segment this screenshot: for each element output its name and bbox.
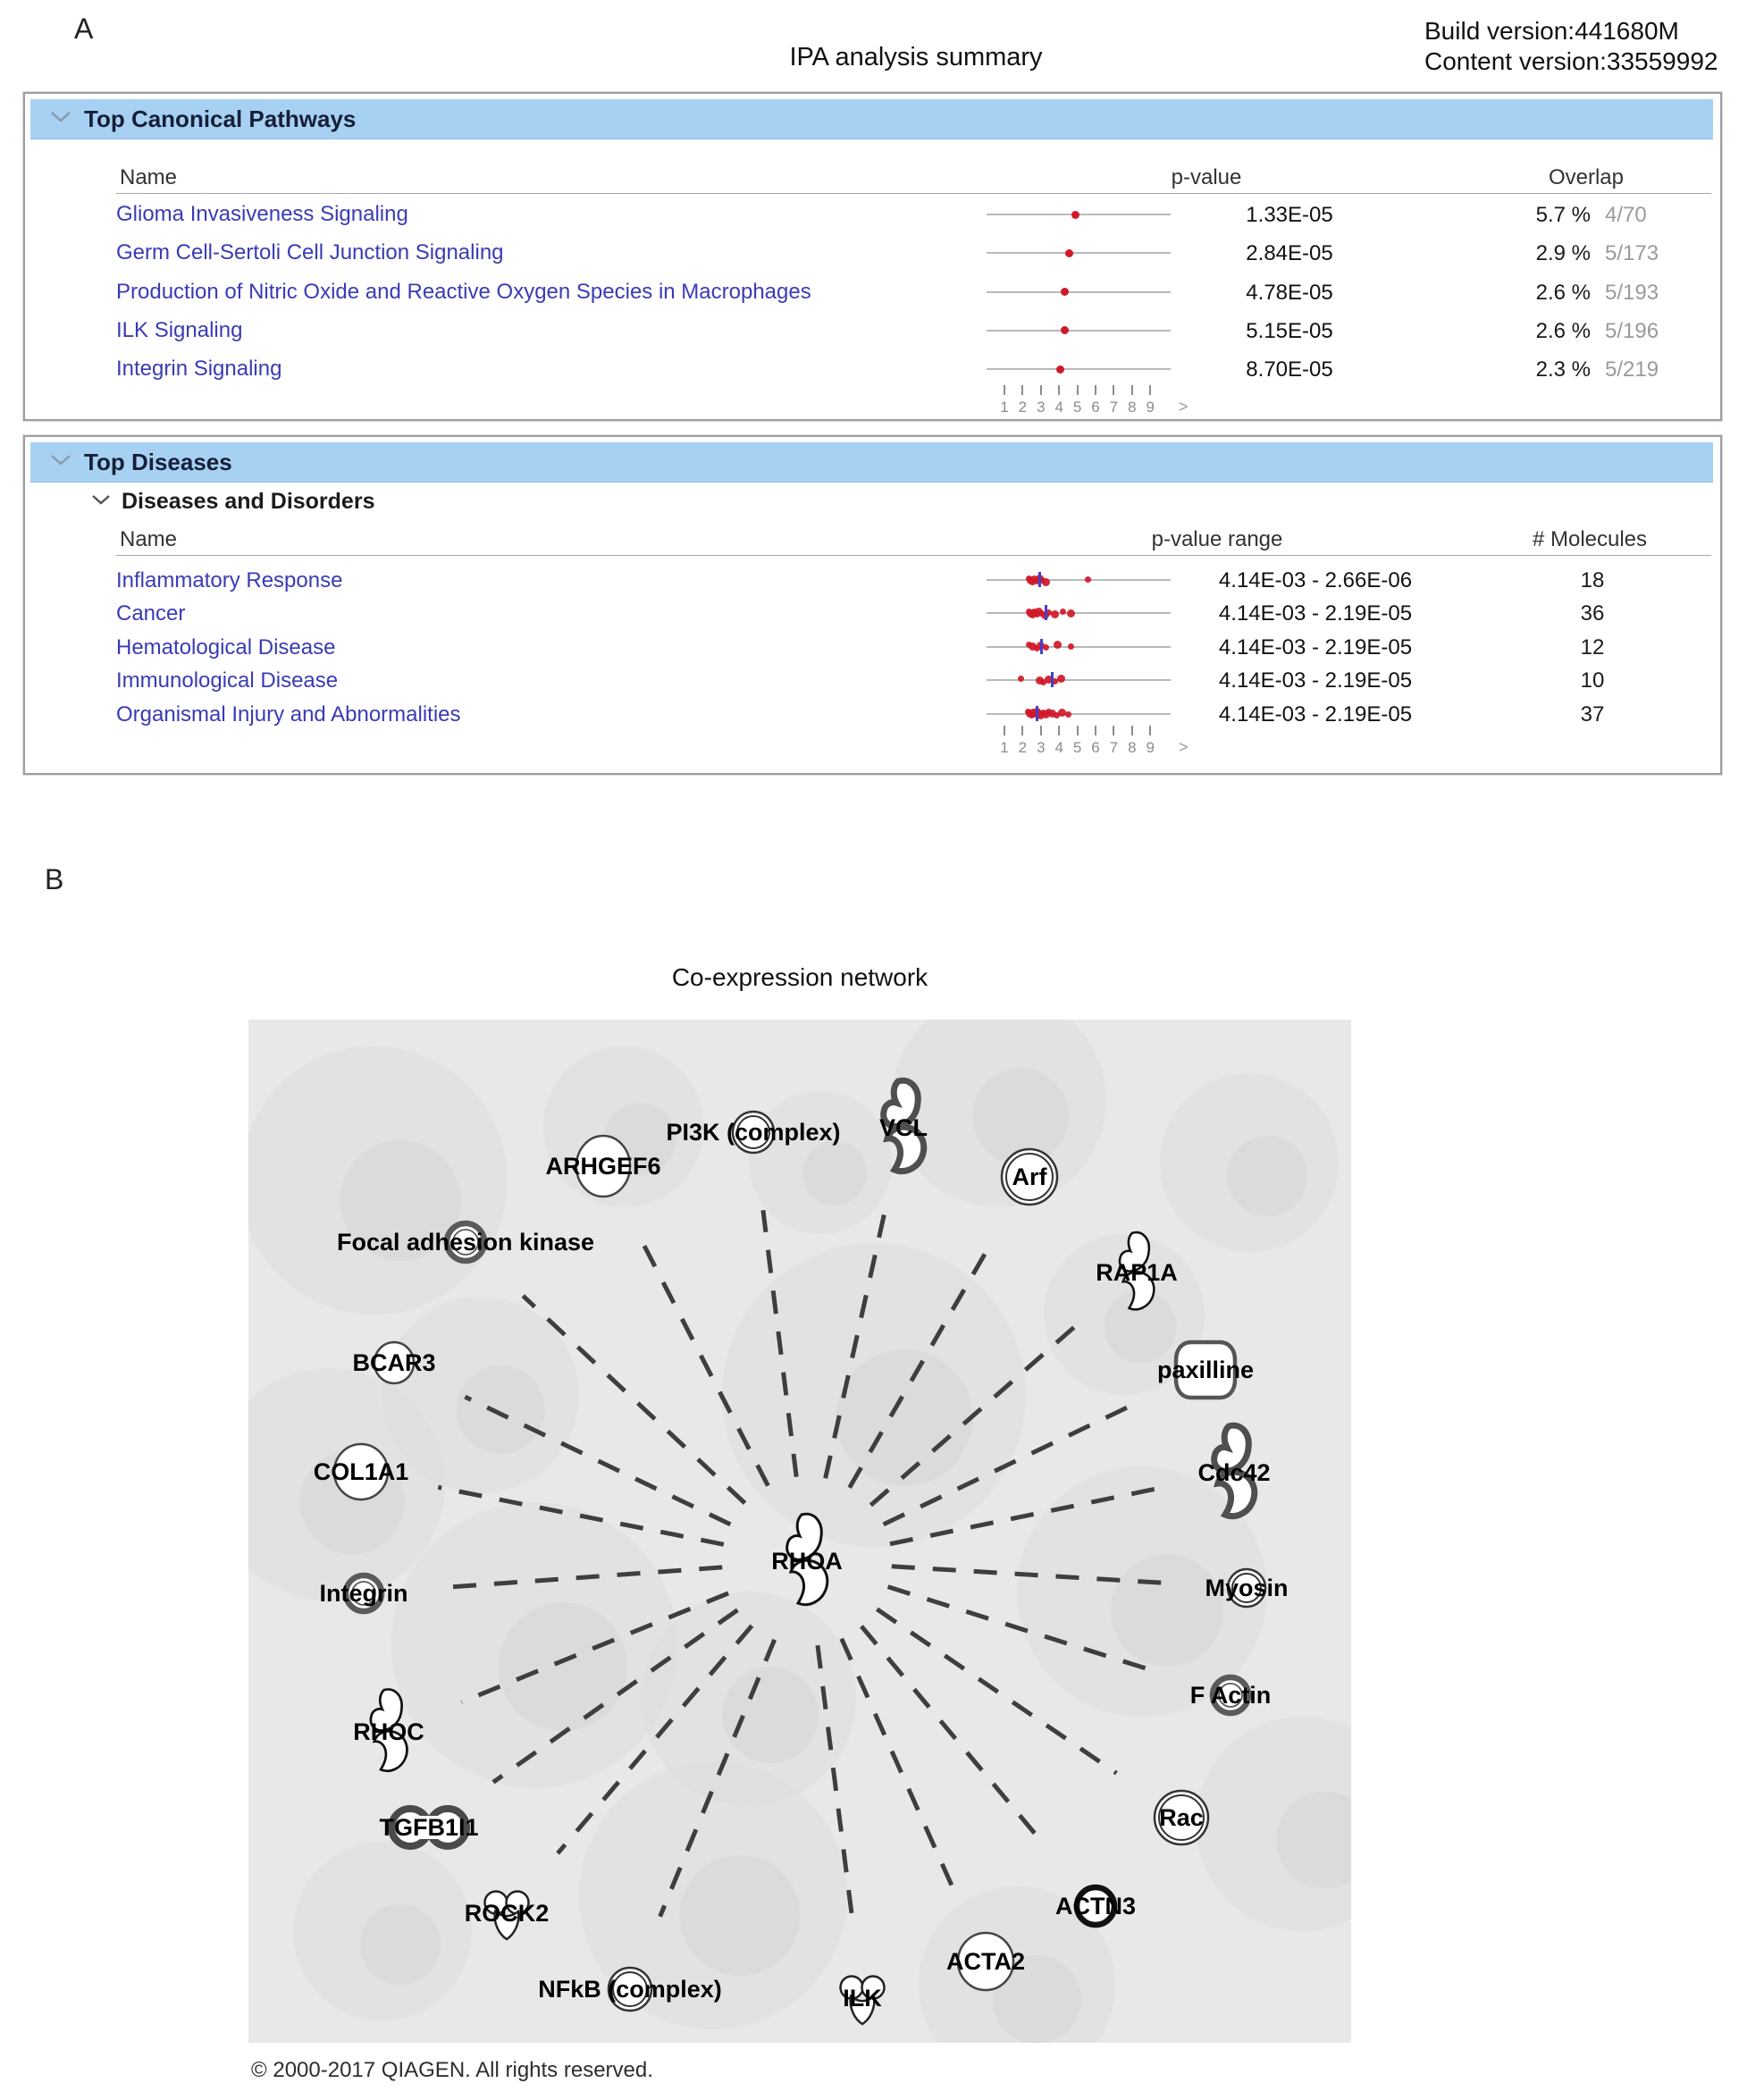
table-row bbox=[25, 664, 1720, 697]
pvalue-range-dot bbox=[1042, 578, 1050, 586]
axis-tick bbox=[1077, 726, 1079, 735]
node-label-paxilline: paxilline bbox=[1156, 1357, 1255, 1383]
texture-blob bbox=[499, 1602, 627, 1731]
table-row bbox=[25, 597, 1720, 630]
node-label-RHOA: RHOA bbox=[771, 1548, 843, 1575]
molecule-count: 10 bbox=[1580, 668, 1605, 693]
axis-tick bbox=[1113, 385, 1114, 395]
axis-tick-label: 9 bbox=[1146, 739, 1155, 756]
pvalue-range-dot bbox=[1043, 644, 1049, 651]
axis-tick bbox=[1131, 385, 1133, 395]
overlap-fraction: 5/193 bbox=[1605, 280, 1659, 305]
network-canvas bbox=[248, 1020, 1351, 2043]
table-row bbox=[25, 698, 1720, 731]
pvalue-range-dot bbox=[1051, 610, 1059, 618]
axis-tick bbox=[1004, 385, 1005, 395]
axis-tick-label: 1 bbox=[1000, 739, 1009, 756]
overlap-percent: 2.6 % bbox=[1535, 280, 1591, 305]
texture-blob bbox=[722, 1667, 819, 1763]
pvalue-median-marker bbox=[1040, 639, 1043, 654]
molecule-count: 36 bbox=[1580, 601, 1605, 626]
col-header-overlap: Overlap bbox=[1548, 165, 1625, 189]
pvalue-plot-line bbox=[987, 252, 1171, 254]
panel-a-label: A bbox=[74, 13, 94, 45]
texture-blob bbox=[680, 1855, 801, 1976]
node-FActin[interactable] bbox=[1190, 1677, 1272, 1713]
panel-b-label: B bbox=[45, 863, 64, 895]
overlap-percent: 2.6 % bbox=[1535, 318, 1591, 343]
disease-rows bbox=[25, 437, 1720, 773]
axis-tick bbox=[1149, 726, 1151, 735]
texture-blob bbox=[802, 1141, 867, 1205]
node-label-Arf: Arf bbox=[1012, 1163, 1047, 1190]
axis-tick bbox=[1077, 385, 1079, 395]
texture-blob bbox=[457, 1365, 545, 1454]
disease-link[interactable]: Hematological Disease bbox=[116, 634, 336, 659]
axis-tick bbox=[1021, 726, 1023, 735]
table-row bbox=[25, 564, 1720, 597]
disease-link[interactable]: Inflammatory Response bbox=[116, 568, 343, 592]
texture-blob bbox=[1111, 1554, 1223, 1667]
pathway-link[interactable]: Glioma Invasiveness Signaling bbox=[116, 202, 408, 226]
pvalue-text: 1.33E-05 bbox=[1246, 203, 1333, 227]
table-row bbox=[25, 234, 1720, 273]
node-label-NFkB: NFkB (complex) bbox=[538, 1976, 722, 2003]
node-label-ACTA2: ACTA2 bbox=[945, 1948, 1026, 1975]
overlap-fraction: 5/219 bbox=[1605, 357, 1659, 382]
pvalue-dot bbox=[1061, 326, 1069, 334]
axis-more-arrow[interactable]: > bbox=[1179, 738, 1189, 756]
texture-blob bbox=[836, 1349, 973, 1486]
pvalue-text: 8.70E-05 bbox=[1246, 357, 1333, 382]
node-label-COL1A1: COL1A1 bbox=[313, 1458, 409, 1485]
section-title: Top Canonical Pathways bbox=[84, 105, 357, 132]
pvalue-text: 2.84E-05 bbox=[1246, 241, 1333, 266]
disease-link[interactable]: Immunological Disease bbox=[116, 668, 339, 693]
axis-tick-label: 1 bbox=[1000, 399, 1009, 416]
molecule-count: 37 bbox=[1580, 701, 1605, 727]
molecule-count: 12 bbox=[1580, 634, 1605, 659]
pvalue-range-text: 4.14E-03 - 2.19E-05 bbox=[1218, 601, 1413, 626]
pvalue-dot bbox=[1061, 288, 1069, 296]
node-label-TGFB1I1: TGFB1I1 bbox=[379, 1814, 479, 1841]
pvalue-range-dot bbox=[1018, 676, 1024, 682]
node-label-Integrin: Integrin bbox=[319, 1580, 408, 1607]
build-version: Build version:441680M bbox=[1424, 17, 1679, 45]
axis-tick-label: 7 bbox=[1109, 739, 1119, 756]
node-Myosin[interactable] bbox=[1205, 1569, 1288, 1607]
axis-tick-label: 8 bbox=[1128, 739, 1137, 756]
pvalue-plot-line bbox=[987, 291, 1171, 293]
axis-tick bbox=[1113, 726, 1114, 735]
axis-tick-label: 3 bbox=[1037, 739, 1046, 756]
node-label-ROCK2: ROCK2 bbox=[464, 1900, 550, 1927]
col-header-name: Name bbox=[120, 165, 178, 189]
overlap-fraction: 5/196 bbox=[1605, 318, 1659, 343]
top-diseases-panel bbox=[23, 435, 1722, 775]
node-label-FAK: Focal adhesion kinase bbox=[336, 1229, 595, 1256]
network-title: Co-expression network bbox=[671, 963, 928, 991]
overlap-fraction: 4/70 bbox=[1605, 203, 1647, 227]
axis-tick-label: 6 bbox=[1091, 399, 1100, 416]
pvalue-text: 5.15E-05 bbox=[1246, 318, 1333, 343]
texture-blob bbox=[1227, 1136, 1307, 1216]
subsection-title: Diseases and Disorders bbox=[122, 489, 375, 514]
overlap-percent: 2.3 % bbox=[1535, 357, 1591, 382]
axis-tick bbox=[1095, 385, 1096, 395]
disease-link[interactable]: Cancer bbox=[116, 601, 186, 626]
node-label-RHOC: RHOC bbox=[353, 1718, 424, 1745]
top-canonical-pathways-panel bbox=[23, 92, 1722, 421]
axis-tick-label: 9 bbox=[1146, 399, 1155, 416]
pvalue-plot-line bbox=[987, 330, 1171, 332]
pvalue-range-text: 4.14E-03 - 2.66E-06 bbox=[1218, 568, 1413, 592]
axis-tick-label: 7 bbox=[1109, 399, 1119, 416]
node-label-VCL: VCL bbox=[879, 1114, 928, 1141]
axis-tick-label: 2 bbox=[1018, 399, 1028, 416]
canonical-rows bbox=[25, 94, 1720, 419]
axis-tick bbox=[1058, 385, 1060, 395]
axis-tick-label: 8 bbox=[1128, 399, 1137, 416]
overlap-percent: 2.9 % bbox=[1535, 241, 1591, 266]
pvalue-range-dot bbox=[1067, 609, 1075, 617]
co-expression-network bbox=[248, 1020, 1351, 2043]
axis-tick bbox=[1058, 726, 1060, 735]
disease-link[interactable]: Organismal Injury and Abnormalities bbox=[116, 701, 461, 727]
pvalue-range-text: 4.14E-03 - 2.19E-05 bbox=[1218, 634, 1413, 659]
page-title: IPA analysis summary bbox=[789, 43, 1043, 71]
pvalue-dot bbox=[1071, 211, 1079, 219]
pvalue-dot bbox=[1065, 249, 1073, 257]
node-label-ACTN3: ACTN3 bbox=[1054, 1893, 1137, 1919]
axis-tick bbox=[1040, 726, 1042, 735]
pvalue-range-dot bbox=[1085, 576, 1091, 583]
pvalue-range-dot bbox=[1060, 609, 1066, 615]
node-label-PI3K: PI3K (complex) bbox=[666, 1119, 841, 1146]
table-row bbox=[25, 350, 1720, 389]
axis-tick-label: 4 bbox=[1054, 399, 1063, 416]
node-label-Cdc42: Cdc42 bbox=[1197, 1459, 1271, 1486]
axis-tick-label: 2 bbox=[1018, 739, 1028, 756]
pvalue-plot-line bbox=[987, 368, 1171, 370]
table-row bbox=[25, 312, 1720, 350]
node-label-FActin: F Actin bbox=[1189, 1682, 1272, 1709]
section-title: Top Diseases bbox=[84, 448, 232, 475]
col-header-pvalue-range: p-value range bbox=[1151, 527, 1283, 551]
version-info bbox=[1424, 16, 1718, 77]
table-row bbox=[25, 196, 1720, 234]
pathway-link[interactable]: Germ Cell-Sertoli Cell Junction Signaling bbox=[116, 240, 504, 265]
axis-tick bbox=[1004, 726, 1005, 735]
pvalue-median-marker bbox=[1036, 706, 1038, 721]
node-ACTN3[interactable] bbox=[1055, 1887, 1136, 1925]
pvalue-median-marker bbox=[1051, 672, 1054, 687]
content-version: Content version:33559992 bbox=[1424, 47, 1718, 75]
overlap-percent: 5.7 % bbox=[1535, 203, 1591, 227]
axis-tick bbox=[1131, 726, 1133, 735]
node-label-BCAR3: BCAR3 bbox=[352, 1349, 436, 1376]
col-header-molecules: # Molecules bbox=[1532, 527, 1648, 551]
molecule-count: 18 bbox=[1580, 568, 1605, 592]
pvalue-text: 4.78E-05 bbox=[1246, 280, 1333, 305]
axis-more-arrow[interactable]: > bbox=[1179, 398, 1189, 416]
pvalue-range-text: 4.14E-03 - 2.19E-05 bbox=[1218, 701, 1413, 727]
pvalue-range-dot bbox=[1068, 643, 1074, 650]
pvalue-median-marker bbox=[1045, 605, 1047, 620]
col-header-name: Name bbox=[120, 527, 178, 551]
pvalue-dot bbox=[1056, 365, 1064, 374]
node-label-ILK: ILK bbox=[843, 1985, 882, 2012]
node-Arf[interactable] bbox=[1002, 1149, 1057, 1205]
texture-blob bbox=[360, 1904, 441, 1985]
node-label-Myosin: Myosin bbox=[1205, 1575, 1289, 1601]
table-row bbox=[25, 631, 1720, 664]
node-Integrin[interactable] bbox=[320, 1575, 408, 1611]
node-FAK[interactable] bbox=[337, 1223, 594, 1261]
table-row bbox=[25, 273, 1720, 312]
pathway-link[interactable]: Integrin Signaling bbox=[116, 357, 282, 382]
qiagen-copyright: © 2000-2017 QIAGEN. All rights reserved. bbox=[251, 2058, 653, 2082]
col-header-pvalue: p-value bbox=[1171, 165, 1242, 189]
axis-tick-label: 6 bbox=[1091, 739, 1100, 756]
node-TGFB1I1[interactable] bbox=[379, 1809, 478, 1846]
node-Rac[interactable] bbox=[1155, 1791, 1208, 1844]
pvalue-range-dot bbox=[1065, 711, 1071, 718]
pvalue-median-marker bbox=[1038, 572, 1041, 587]
overlap-fraction: 5/173 bbox=[1605, 241, 1659, 266]
pvalue-range-plot-line bbox=[987, 646, 1171, 648]
axis-tick-label: 5 bbox=[1072, 399, 1082, 416]
axis-tick-label: 4 bbox=[1054, 739, 1063, 756]
node-label-RAP1A: RAP1A bbox=[1096, 1259, 1178, 1286]
axis-tick bbox=[1021, 385, 1023, 395]
pvalue-range-plot-line bbox=[987, 679, 1171, 681]
pathway-link[interactable]: ILK Signaling bbox=[116, 317, 243, 342]
pvalue-range-dot bbox=[1054, 641, 1062, 649]
pvalue-range-text: 4.14E-03 - 2.19E-05 bbox=[1218, 668, 1413, 693]
pvalue-range-plot-line bbox=[987, 612, 1171, 614]
pvalue-range-plot-line bbox=[987, 713, 1171, 715]
axis-tick bbox=[1149, 385, 1151, 395]
axis-tick bbox=[1040, 385, 1042, 395]
node-label-ARHGEF6: ARHGEF6 bbox=[545, 1153, 661, 1180]
pvalue-range-plot-line bbox=[987, 579, 1171, 581]
pathway-link[interactable]: Production of Nitric Oxide and Reactive Oxygen Species in Macrophages bbox=[116, 279, 811, 304]
axis-tick bbox=[1095, 726, 1096, 735]
node-label-Rac: Rac bbox=[1159, 1804, 1204, 1831]
axis-tick-label: 3 bbox=[1037, 399, 1046, 416]
axis-tick-label: 5 bbox=[1072, 739, 1082, 756]
pvalue-range-dot bbox=[1057, 675, 1065, 683]
